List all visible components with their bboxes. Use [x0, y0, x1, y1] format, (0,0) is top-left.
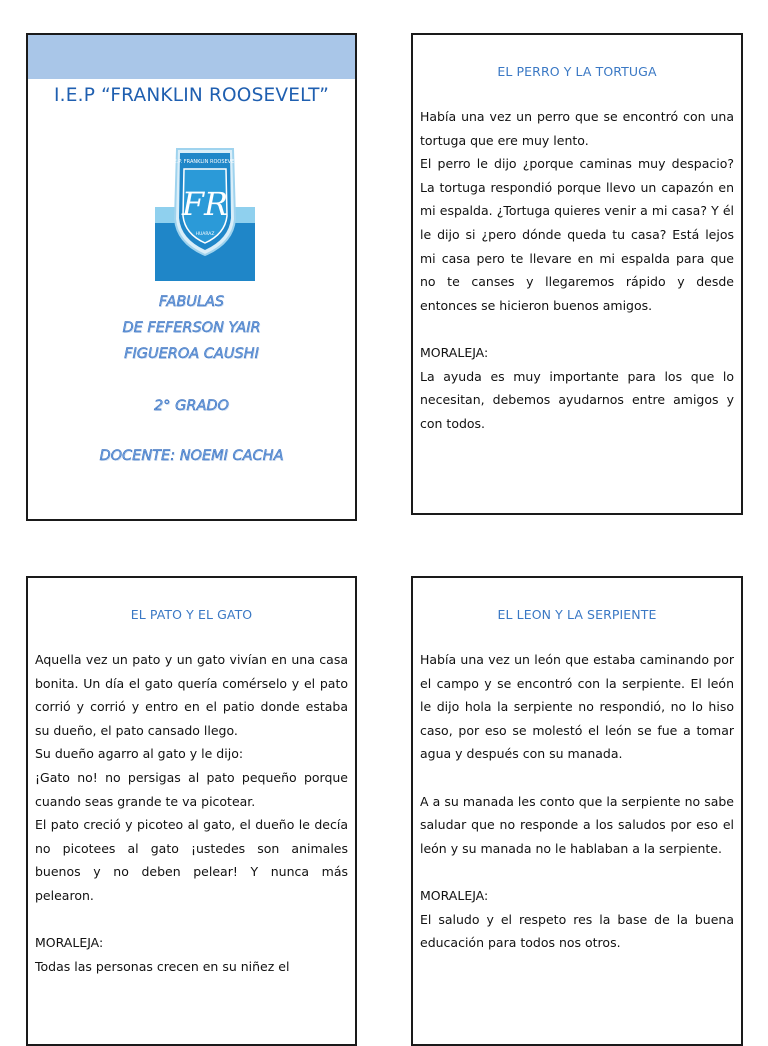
school-logo — [155, 121, 255, 281]
crest-bottom-text: HUARAZ — [195, 232, 215, 237]
cover-header-band — [28, 35, 355, 79]
moral-heading: MORALEJA: — [420, 344, 489, 360]
story-title: EL LEON Y LA SERPIENTE — [497, 607, 657, 622]
paragraph-spacer — [35, 908, 348, 932]
moral-text: Todas las personas crecen en su niñez el — [35, 958, 290, 974]
story-page-pato-gato — [26, 576, 357, 1046]
story-title: EL PERRO Y LA TORTUGA — [497, 64, 657, 79]
story-paragraph: Su dueño agarro al gato y le dijo: — [35, 746, 244, 762]
paragraph-spacer — [420, 317, 734, 341]
story-paragraph: ¡Gato no! no persigas al pato pequeño porque cuando seas grande te va picotear. — [35, 769, 348, 809]
cover-page — [26, 33, 357, 521]
cover-title — [28, 289, 355, 367]
story-page-perro-tortuga — [411, 33, 743, 515]
cover-grade: 2° GRADO — [154, 398, 229, 414]
moral-text: La ayuda es muy importante para los que lo necesitan, debemos ayudarnos entre amigos y con todos. — [420, 368, 734, 431]
cover-title-line: FABULAS — [158, 294, 225, 310]
story-body — [420, 105, 734, 435]
story-title: EL PATO Y EL GATO — [130, 607, 253, 622]
crest-top-text: I.E.P. FRANKLIN ROOSEVELT — [170, 159, 240, 165]
story-paragraph: Había una vez un león que estaba caminando por el campo y se encontró con la serpiente. El león le dijo hola la serpiente no respondió, no lo hiso caso, por eso se molestó el león se fue a tomar agua y después con su manada. — [420, 652, 734, 762]
story-page-leon-serpiente — [411, 576, 743, 1046]
story-paragraph: A a su manada les conto que la serpiente no sabe saludar que no responde a los saludos por eso el león y su manada no le hablaban a la serpiente. — [420, 793, 734, 856]
story-paragraph: Aquella vez un pato y un gato vivían en una casa bonita. Un día el gato quería comérselo y el pato corrió y corrió y entro en el patio donde estaba su dueño, el pato cansado llego. — [35, 652, 348, 738]
story-body — [420, 648, 734, 955]
story-paragraph: El perro le dijo ¿porque caminas muy despacio? La tortuga respondió porque llevo un capazón en mi espalda. ¿Tortuga quieres venir a mi casa? Y él le dijo si ¿pero dónde queda tu casa? Está lejos mi casa pero te llevare en mi espalda para que no te canses y llegaremos rápido y desde entonces se hicieron buenos amigos. — [420, 156, 734, 313]
story-body — [35, 648, 348, 978]
crest-initials: FR — [181, 185, 229, 223]
moral-heading: MORALEJA: — [420, 887, 489, 903]
school-crest-icon — [155, 121, 255, 281]
story-paragraph: Había una vez un perro que se encontró con una tortuga que ere muy lento. — [420, 109, 734, 148]
school-name: I.E.P “FRANKLIN ROOSEVELT” — [53, 85, 329, 106]
moral-heading: MORALEJA: — [35, 935, 104, 951]
cover-title-line: FIGUEROA CAUSHI — [124, 346, 259, 362]
paragraph-spacer — [420, 766, 734, 790]
cover-title-line: DE FEFERSON YAIR — [122, 320, 261, 336]
story-paragraph: El pato creció y picoteo al gato, el dueño le decía no picotees al gato ¡ustedes son animales buenos y no deben pelear! Y nunca más pelearon. — [35, 817, 348, 903]
paragraph-spacer — [420, 860, 734, 884]
moral-text: El saludo y el respeto res la base de la buena educación para todos nos otros. — [420, 911, 734, 951]
cover-teacher: DOCENTE: NOEMI CACHA — [99, 448, 284, 464]
